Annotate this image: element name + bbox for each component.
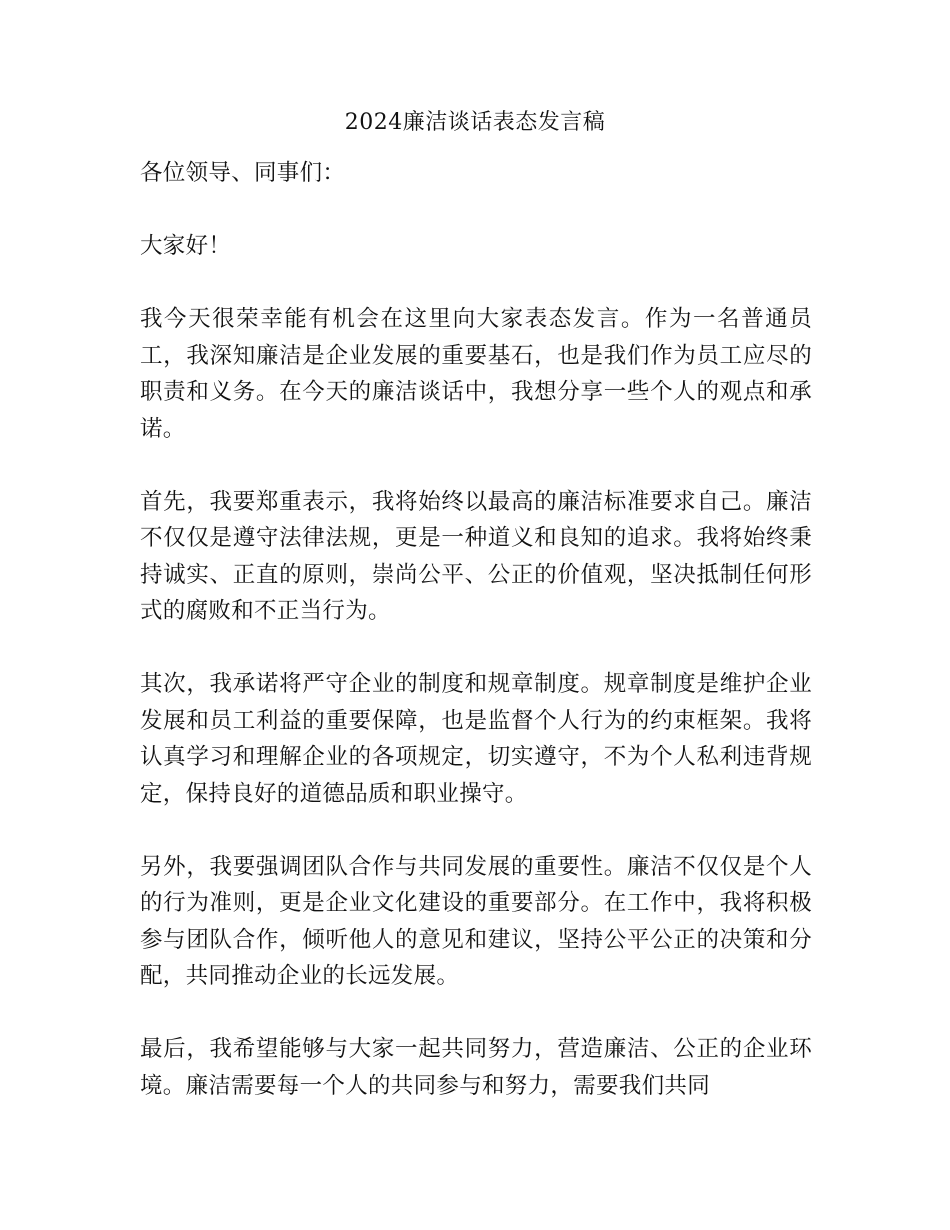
paragraph-first: 首先，我要郑重表示，我将始终以最高的廉洁标准要求自己。廉洁不仅仅是遵守法律法规，更是一种道义和良知的追求。我将始终秉持诚实、正直的原则，崇尚公平、公正的价值观，坚决抵制任何形式的腐败和不正当行为。 [140, 488, 812, 624]
paragraph-greeting: 各位领导、同事们： [140, 160, 346, 186]
paragraph-additionally: 另外，我要强调团队合作与共同发展的重要性。廉洁不仅仅是个人的行为准则，更是企业文化建设的重要部分。在工作中，我将积极参与团队合作，倾听他人的意见和建议，坚持公平公正的决策和分配，共同推动企业的长远发展。 [140, 853, 812, 989]
document-title: 2024廉洁谈话表态发言稿 [344, 110, 606, 135]
paragraph-finally: 最后，我希望能够与大家一起共同努力，营造廉洁、公正的企业环境。廉洁需要每一个人的共同参与和努力，需要我们共同 [140, 1036, 812, 1099]
paragraph-intro: 我今天很荣幸能有机会在这里向大家表态发言。作为一名普通员工，我深知廉洁是企业发展的重要基石，也是我们作为员工应尽的职责和义务。在今天的廉洁谈话中，我想分享一些个人的观点和承诺。 [140, 306, 812, 442]
paragraph-hello: 大家好！ [140, 233, 232, 259]
document-body [140, 155, 812, 1141]
paragraph-second: 其次，我承诺将严守企业的制度和规章制度。规章制度是维护企业发展和员工利益的重要保障，也是监督个人行为的约束框架。我将认真学习和理解企业的各项规定，切实遵守，不为个人私利违背规定，保持良好的道德品质和职业操守。 [140, 671, 812, 807]
